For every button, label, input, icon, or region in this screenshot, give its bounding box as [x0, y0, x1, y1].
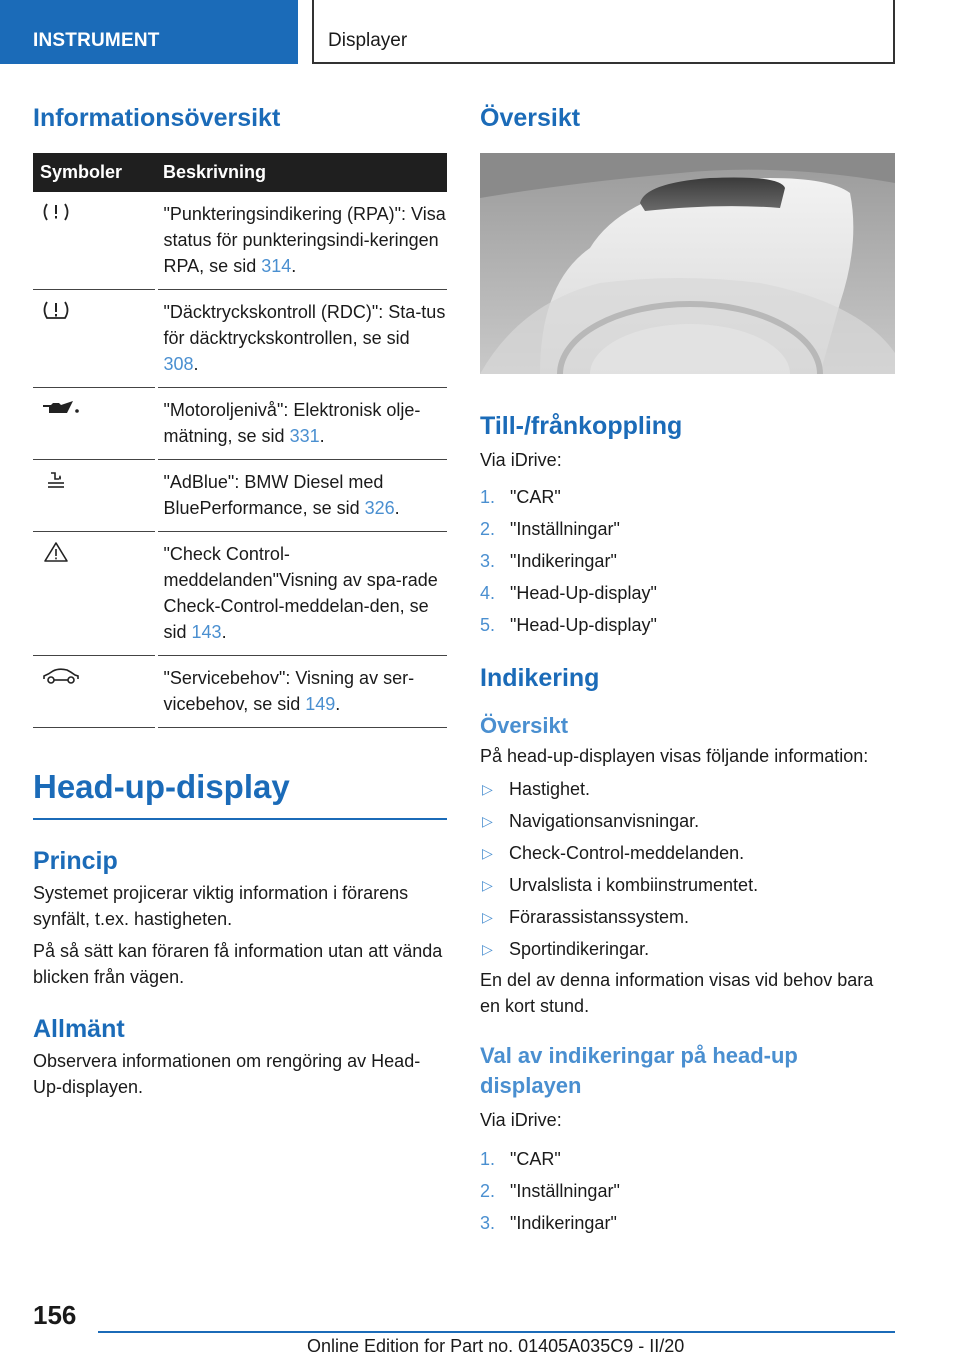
list-item: ▷ Navigationsanvisningar. [480, 805, 895, 837]
row-desc: "Punkteringsindikering (RPA)": Visa status för punkteringsindi-keringen RPA, se sid [163, 204, 446, 276]
triangle-bullet-icon: ▷ [482, 813, 493, 829]
page-link[interactable]: 331 [289, 426, 320, 446]
after-bullets-paragraph: En del av denna information visas vid behov bara en kort stund. [480, 970, 874, 1016]
steps-list-1 [480, 481, 895, 641]
page-link[interactable]: 326 [364, 498, 395, 518]
princip-paragraph-2: På så sätt kan föraren få information utan att vända blicken från vägen. [33, 941, 443, 987]
list-item: 2. "Inställningar" [480, 519, 620, 539]
page-link[interactable]: 143 [191, 622, 222, 642]
title-rule [33, 818, 447, 820]
via-idrive-1: Via iDrive: [480, 450, 562, 470]
footer-rule [98, 1331, 895, 1333]
page-link[interactable]: 314 [261, 256, 292, 276]
section-label: INSTRUMENT [33, 30, 160, 51]
list-item: 1. "CAR" [480, 487, 561, 507]
triangle-bullet-icon: ▷ [482, 877, 493, 893]
adblue-icon [41, 469, 71, 491]
table-row: "Motoroljenivå": Elektronisk olje-mätning, se sid 331. [33, 388, 447, 460]
oil-can-icon [41, 397, 81, 419]
oversikt2-paragraph: På head-up-displayen visas följande information: [480, 746, 869, 766]
allmant-paragraph: Observera informationen om rengöring av Head-Up-displayen. [33, 1051, 421, 1097]
section-tab [0, 0, 298, 64]
col-symbols-header: Symboler [33, 153, 156, 192]
via-idrive-2: Via iDrive: [480, 1110, 562, 1130]
triangle-bullet-icon: ▷ [482, 845, 493, 861]
triangle-bullet-icon: ▷ [482, 941, 493, 957]
steps-list-2 [480, 1143, 895, 1239]
info-bullet-list [480, 773, 895, 965]
hud-photo [480, 153, 895, 374]
table-row: "Check Control-meddelanden"Visning av spa-rade Check-Control-meddelan-den, se sid 143. [33, 532, 447, 656]
page-link[interactable]: 149 [305, 694, 336, 714]
left-column [33, 100, 447, 1100]
col-description-header: Beskrivning [156, 153, 447, 192]
princip-paragraph-1: Systemet projicerar viktig information i förarens synfält, t.ex. hastigheten. [33, 883, 409, 929]
list-item: ▷ Check-Control-meddelanden. [480, 837, 895, 869]
hud-title: Head-up-display [33, 768, 290, 805]
list-item: 2. "Inställningar" [480, 1181, 620, 1201]
triangle-bullet-icon: ▷ [482, 781, 493, 797]
symbol-table [33, 153, 447, 728]
list-item: 3. "Indikeringar" [480, 1213, 617, 1233]
right-column [480, 100, 895, 1239]
triangle-bullet-icon: ▷ [482, 909, 493, 925]
till-title: Till-/frånkoppling [480, 412, 683, 440]
parking-warning-icon [41, 201, 71, 223]
table-row: "AdBlue": BMW Diesel med BluePerformance, se sid 326. [33, 460, 447, 532]
list-item: ▷ Urvalslista i kombiinstrumentet. [480, 869, 895, 901]
row-desc: "Servicebehov": Visning av ser-vicebehov, se sid [163, 668, 415, 714]
chapter-label: Displayer [328, 30, 408, 51]
princip-title: Princip [33, 847, 118, 875]
oversikt2-title: Översikt [480, 713, 569, 738]
list-item: ▷ Hastighet. [480, 773, 895, 805]
list-item: 3. "Indikeringar" [480, 551, 617, 571]
table-row: "Punkteringsindikering (RPA)": Visa status för punkteringsindi-keringen RPA, se sid 314. [33, 192, 447, 290]
list-item: 4. "Head-Up-display" [480, 583, 657, 603]
table-row: "Servicebehov": Visning av ser-vicebehov, se sid 149. [33, 656, 447, 728]
edition-text: Online Edition for Part no. 01405A035C9 - II/20 [307, 1336, 685, 1356]
tire-pressure-icon [41, 299, 71, 321]
page-number: 156 [33, 1300, 77, 1330]
row-desc: "Check Control-meddelanden"Visning av spa-rade Check-Control-meddelan-den, se sid [163, 544, 438, 642]
table-row: "Däcktryckskontroll (RDC)": Sta-tus för däcktryckskontrollen, se sid 308. [33, 290, 447, 388]
val-title: Val av indikeringar på head-up displayen [480, 1043, 798, 1098]
row-desc: "Motoroljenivå": Elektronisk olje-mätning, se sid [163, 400, 421, 446]
warning-triangle-icon [41, 541, 71, 563]
row-desc: "AdBlue": BMW Diesel med BluePerformance, se sid [163, 472, 384, 518]
row-desc: "Däcktryckskontroll (RDC)": Sta-tus för däcktryckskontrollen, se sid [163, 302, 446, 348]
list-item: ▷ Sportindikeringar. [480, 933, 895, 965]
chapter-tab [312, 0, 895, 64]
car-service-icon [41, 665, 81, 687]
list-item: ▷ Förarassistanssystem. [480, 901, 895, 933]
allmant-title: Allmänt [33, 1015, 125, 1043]
list-item: 5. "Head-Up-display" [480, 615, 657, 635]
oversikt-title: Översikt [480, 104, 581, 132]
info-overview-title: Informationsöversikt [33, 104, 281, 132]
page-link[interactable]: 308 [163, 354, 194, 374]
list-item: 1. "CAR" [480, 1149, 561, 1169]
table-header-row [33, 153, 447, 192]
indikering-title: Indikering [480, 664, 600, 692]
